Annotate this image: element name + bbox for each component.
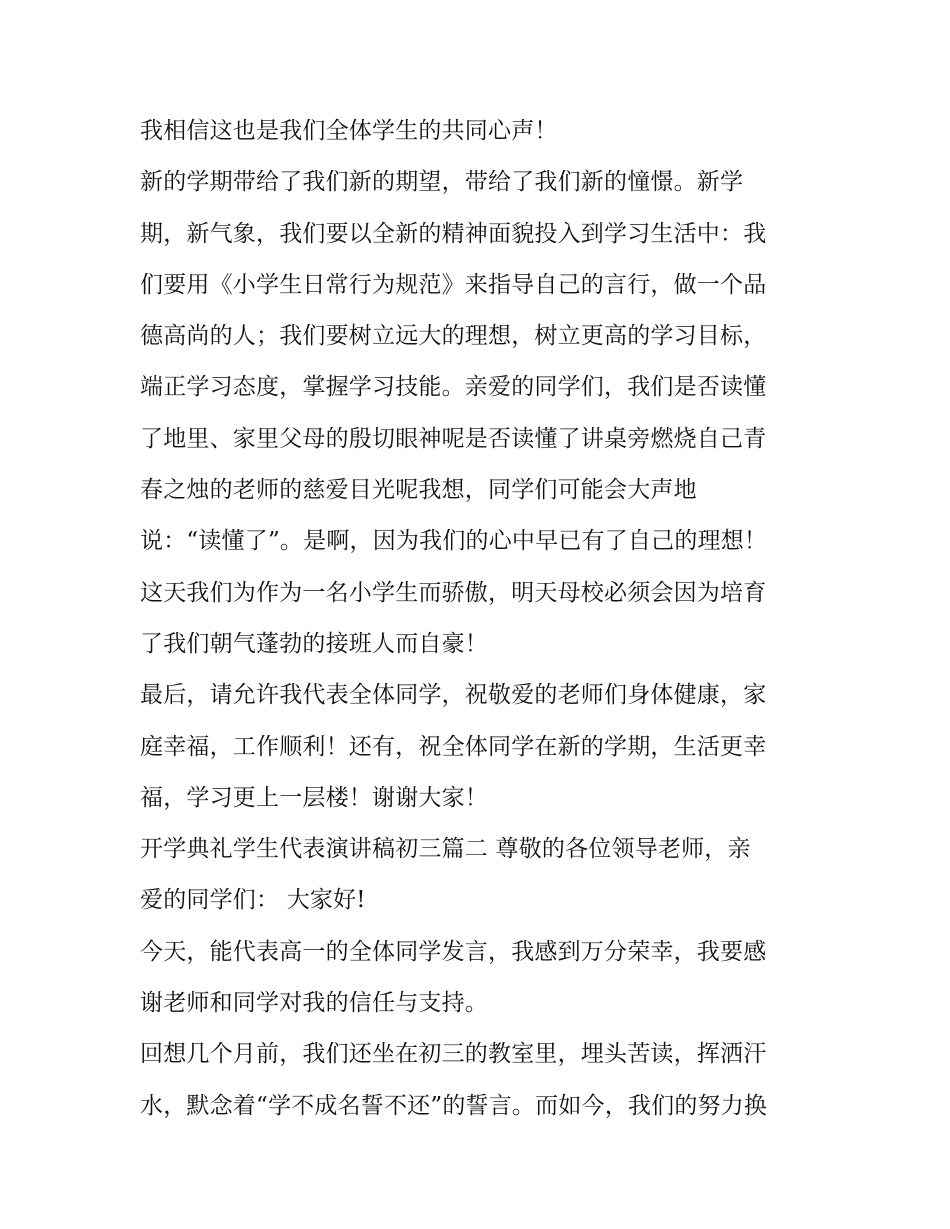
text-line: 说：“读懂了”。是啊，因为我们的心中早已有了自己的理想！ (140, 528, 768, 555)
text-line: 了我们朝气蓬勃的接班人而自豪！ (140, 630, 488, 657)
text-line: 我相信这也是我们全体学生的共同心声！ (140, 118, 558, 144)
document-body (140, 106, 820, 1132)
text-line: 了地里、家里父母的殷切眼神呢是否读懂了讲桌旁燃烧自己青 (140, 425, 767, 452)
text-line: 水，默念着“学不成名誓不还”的誓言。而如今，我们的努力换 (140, 1092, 768, 1119)
text-line: 期，新气象，我们要以全新的精神面貌投入到学习生活中：我 (140, 220, 767, 247)
text-line: 回想几个月前，我们还坐在初三的教室里，埋头苦读，挥洒汗 (140, 1041, 767, 1068)
text-line: 开学典礼学生代表演讲稿初三篇二 尊敬的各位领导老师，亲 (140, 836, 751, 863)
text-line: 们要用《小学生日常行为规范》来指导自己的言行，做一个品 (140, 271, 767, 298)
text-line: 福，学习更上一层楼！谢谢大家！ (140, 784, 488, 811)
text-line: 春之烛的老师的慈爱目光呢我想，同学们可能会大声地 (140, 477, 697, 504)
text-line: 今天，能代表高一的全体同学发言，我感到万分荣幸，我要感 (140, 938, 767, 965)
text-line: 端正学习态度，掌握学习技能。亲爱的同学们，我们是否读懂 (140, 374, 767, 401)
text-line: 谢老师和同学对我的信任与支持。 (140, 990, 488, 1017)
text-line: 德高尚的人；我们要树立远大的理想，树立更高的学习目标， (140, 323, 767, 350)
text-line: 新的学期带给了我们新的期望，带给了我们新的憧憬。新学 (140, 169, 744, 196)
text-line: 最后，请允许我代表全体同学，祝敬爱的老师们身体健康，家 (140, 682, 767, 709)
text-line: 庭幸福，工作顺利！还有，祝全体同学在新的学期，生活更幸 (140, 733, 767, 760)
text-line: 爱的同学们： 大家好! (140, 887, 366, 914)
text-line: 这天我们为作为一名小学生而骄傲，明天母校必须会因为培育 (140, 579, 767, 606)
